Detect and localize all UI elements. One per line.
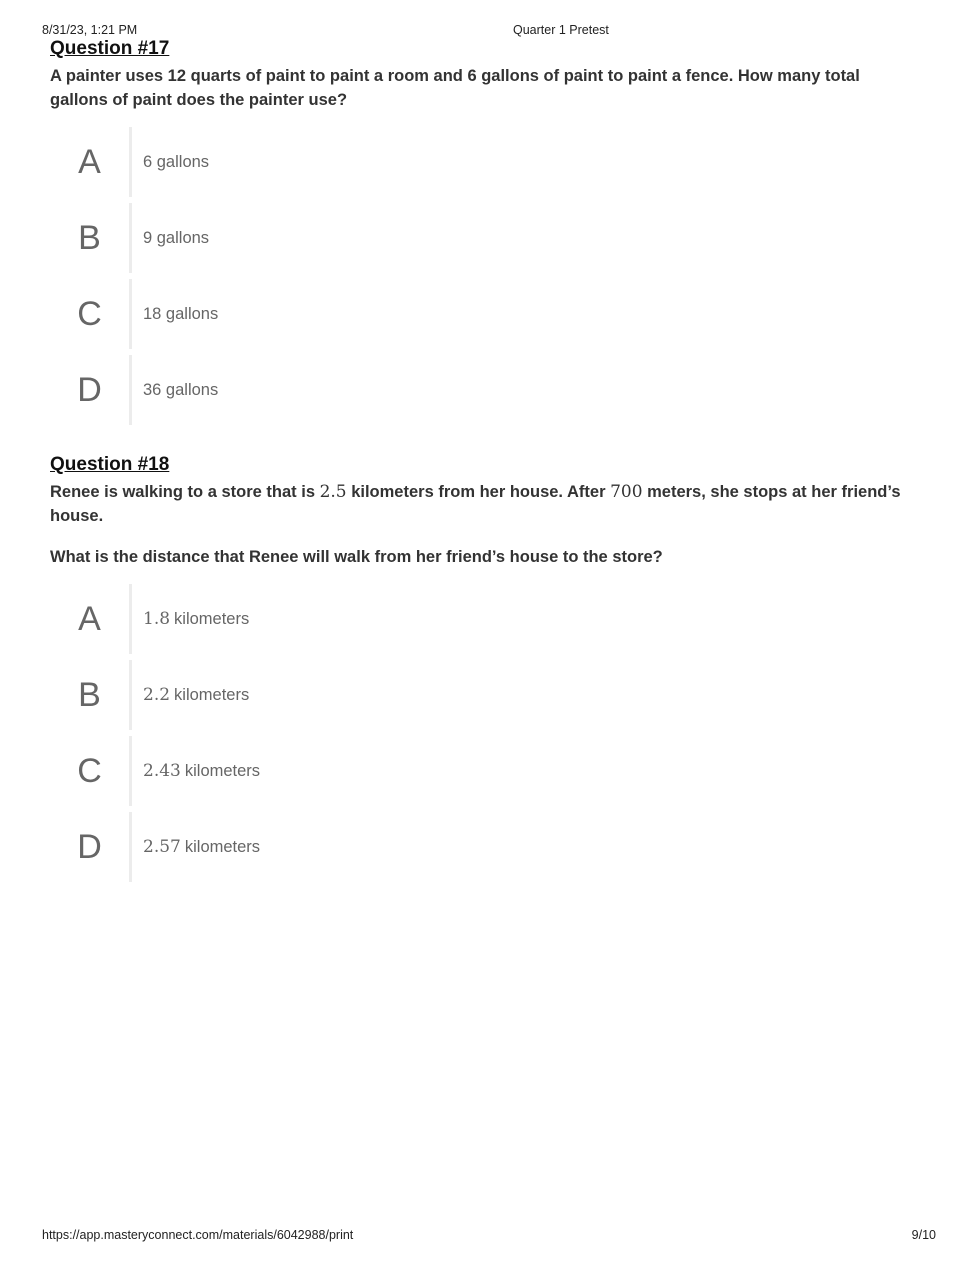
answer-option-a[interactable]: [50, 127, 910, 197]
answer-option-a[interactable]: [50, 584, 910, 654]
print-date: 8/31/23, 1:21 PM: [42, 23, 138, 37]
option-text: [132, 584, 249, 654]
option-letter: A: [78, 599, 101, 638]
option-unit: kilometers: [174, 609, 250, 628]
option-letter: B: [78, 218, 101, 257]
question-heading: Question #18: [50, 454, 170, 475]
answer-option-d[interactable]: [50, 355, 910, 425]
answer-option-c[interactable]: [50, 736, 910, 806]
option-text: [132, 812, 260, 882]
option-letter: A: [78, 142, 101, 181]
question-heading: Question #17: [50, 38, 170, 59]
math-value: 700: [610, 482, 643, 502]
document-title: Quarter 1 Pretest: [513, 23, 609, 37]
option-letter: B: [78, 675, 101, 714]
page-url: https://app.masteryconnect.com/materials/6042988/print: [42, 1228, 354, 1242]
question-17: [50, 38, 910, 431]
option-text: [132, 736, 260, 806]
option-text: 18 gallons: [143, 304, 219, 323]
question-text-part: meters, she stops at her friend’s house.: [50, 483, 901, 525]
option-value: 2.2: [143, 685, 171, 705]
answer-option-d[interactable]: [50, 812, 910, 882]
option-letter: C: [77, 751, 102, 790]
question-text: A painter uses 12 quarts of paint to paint a room and 6 gallons of paint to paint a fence. How many total gallons of paint does the painter use?: [50, 67, 860, 109]
question-text-part: kilometers from her house. After: [346, 483, 611, 501]
question-text-part: Renee is walking to a store that is: [50, 483, 320, 501]
option-letter: D: [77, 827, 102, 866]
option-unit: kilometers: [174, 685, 250, 704]
option-letter: C: [77, 294, 102, 333]
math-value: 2.5: [319, 482, 347, 502]
option-letter: D: [77, 370, 102, 409]
print-footer: [42, 1228, 936, 1244]
answer-option-b[interactable]: [50, 203, 910, 273]
question-prompt: What is the distance that Renee will walk from her friend’s house to the store?: [50, 548, 663, 566]
option-value: 1.8: [143, 609, 171, 629]
option-unit: kilometers: [184, 761, 261, 780]
option-text: 6 gallons: [143, 152, 210, 171]
option-text: 9 gallons: [143, 228, 210, 247]
question-text: [50, 480, 910, 528]
option-text: [132, 660, 249, 730]
answer-options: [50, 127, 910, 425]
page-number: 9/10: [911, 1228, 936, 1242]
question-18: [50, 454, 910, 888]
print-header: [42, 23, 936, 39]
option-value: 2.57: [143, 837, 181, 857]
option-value: 2.43: [143, 761, 181, 781]
answer-option-c[interactable]: [50, 279, 910, 349]
answer-options: [50, 584, 910, 882]
option-text: 36 gallons: [143, 380, 219, 399]
option-unit: kilometers: [184, 837, 261, 856]
answer-option-b[interactable]: [50, 660, 910, 730]
